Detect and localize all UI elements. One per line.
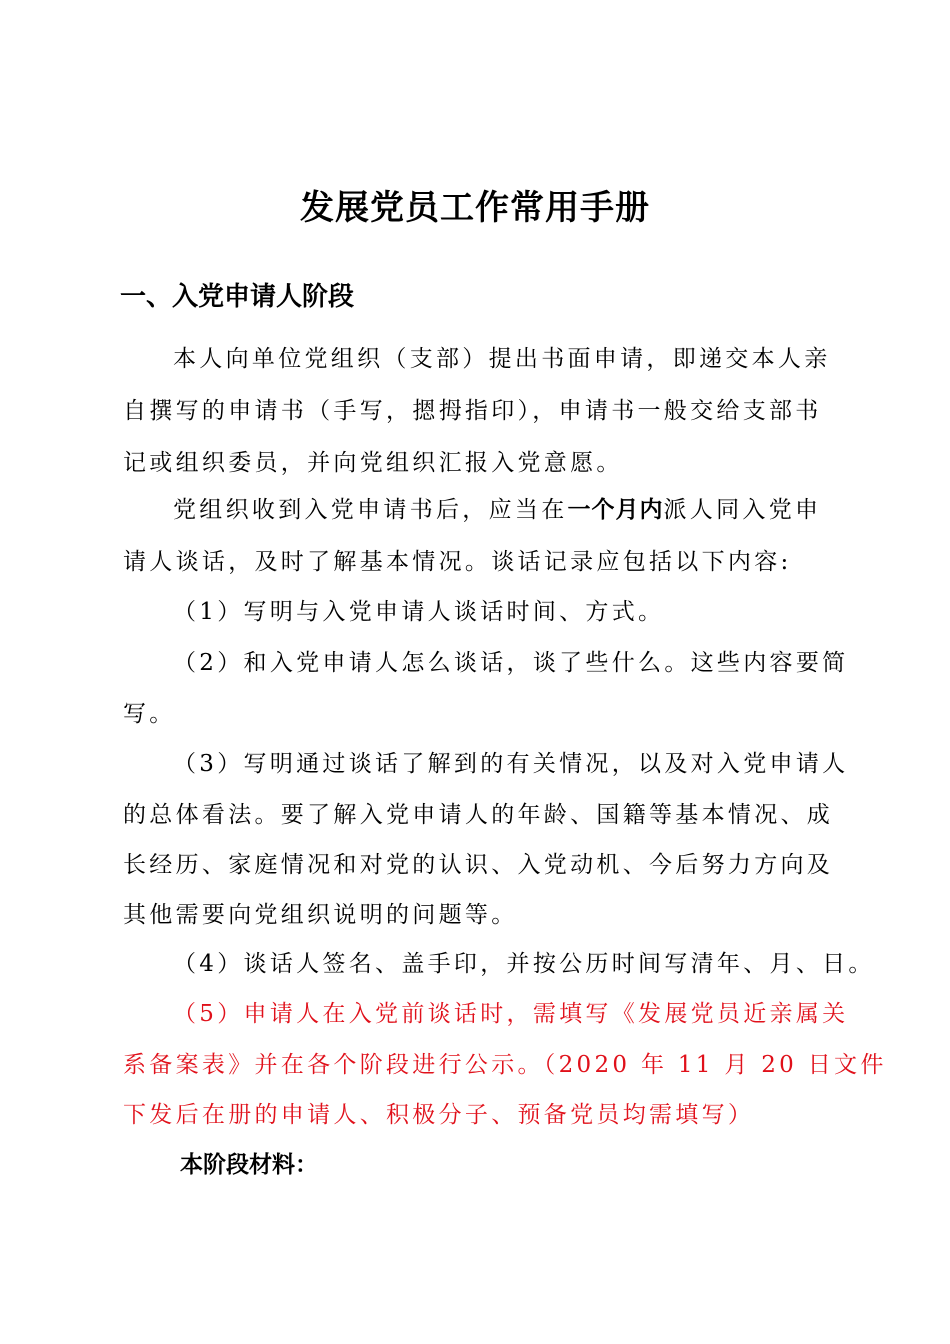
paragraph-1-line-1: 本人向单位党组织（支部）提出书面申请，即递交本人亲	[173, 346, 831, 372]
paragraph-2-line-1	[173, 494, 885, 526]
item-3-line-3: 长经历、家庭情况和对党的认识、入党动机、今后努力方向及	[123, 852, 834, 878]
item-1-line-1: （1）写明与入党申请人谈话时间、方式。	[173, 599, 665, 625]
item-5-line-1: （5）申请人在入党前谈话时，需填写《发展党员近亲属关	[173, 1001, 849, 1027]
paragraph-2-text-b: 派人同入党申	[663, 497, 822, 523]
paragraph-2-text-a: 党组织收到入党申请书后，应当在	[173, 497, 568, 523]
paragraph-1-line-3: 记或组织委员，并向党组织汇报入党意愿。	[123, 450, 623, 476]
item-3-line-2: 的总体看法。要了解入党申请人的年龄、国籍等基本情况、成	[123, 802, 834, 828]
section-heading: 一、入党申请人阶段	[120, 282, 355, 312]
item-3-line-4: 其他需要向党组织说明的问题等。	[123, 902, 518, 928]
item-5-line-3: 下发后在册的申请人、积极分子、预备党员均需填写）	[123, 1102, 755, 1128]
item-2-line-1: （2）和入党申请人怎么谈话，谈了些什么。这些内容要简	[173, 650, 849, 676]
emphasis-one-month: 一个月内	[567, 497, 664, 523]
paragraph-1-line-2: 自撰写的申请书（手写，摁拇指印），申请书一般交给支部书	[123, 398, 822, 424]
paragraph-2-line-2: 请人谈话，及时了解基本情况。谈话记录应包括以下内容:	[123, 549, 792, 575]
materials-label: 本阶段材料：	[180, 1152, 318, 1178]
item-4-line-1: （4）谈话人签名、盖手印，并按公历时间写清年、月、日。	[173, 951, 875, 977]
document-title: 发展党员工作常用手册	[300, 188, 650, 228]
item-2-line-2: 写。	[123, 701, 176, 727]
item-3-line-1: （3）写明通过谈话了解到的有关情况，以及对入党申请人	[173, 751, 849, 777]
item-5-line-2: 系备案表》并在各个阶段进行公示。（2020 年 11 月 20 日文件	[123, 1052, 887, 1078]
